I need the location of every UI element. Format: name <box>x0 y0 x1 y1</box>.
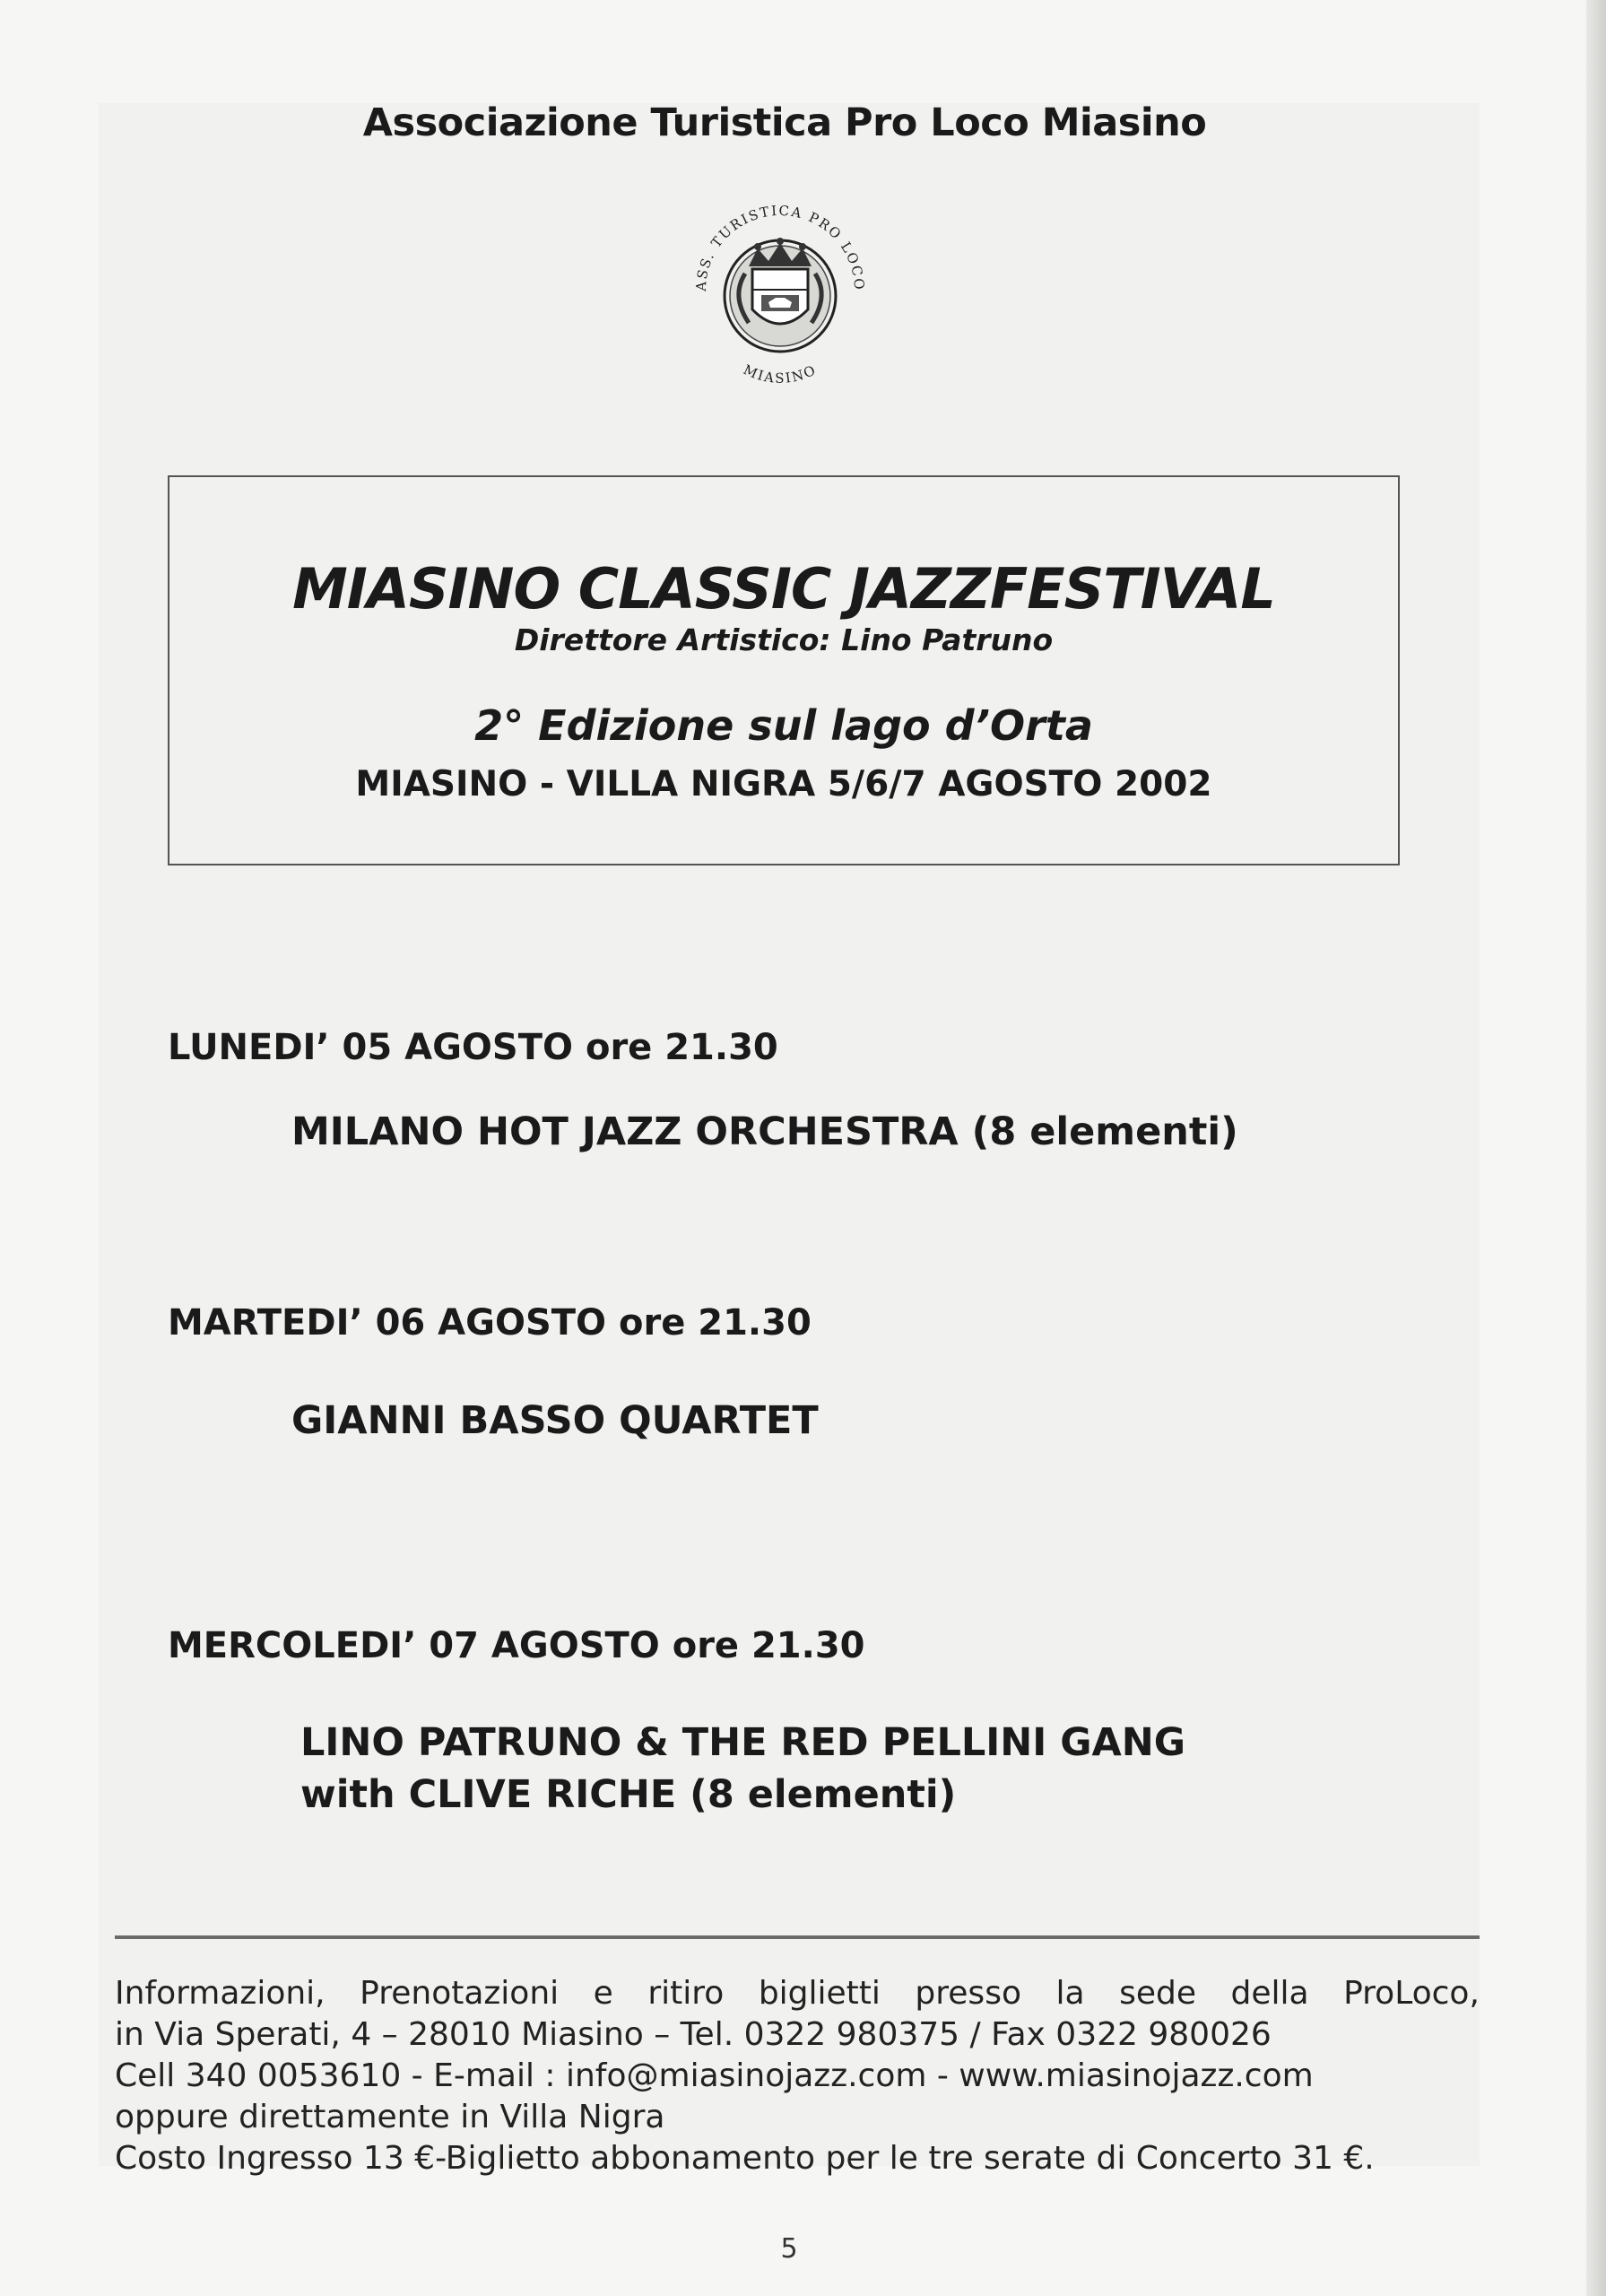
festival-place-date: MIASINO - VILLA NIGRA 5/6/7 AGOSTO 2002 <box>355 764 1212 804</box>
association-name: Associazione Turistica Pro Loco Miasino <box>362 100 1207 145</box>
festival-title: MIASINO CLASSIC JAZZFESTIVAL <box>292 556 1275 622</box>
page-number: 5 <box>780 2233 798 2265</box>
logo-text-top: ASS. TURISTICA PRO LOCO <box>692 202 868 292</box>
concert-date-3: MERCOLEDI’ 07 AGOSTO ore 21.30 <box>168 1625 865 1666</box>
festival-box <box>168 475 1400 865</box>
concert-date-2: MARTEDI’ 06 AGOSTO ore 21.30 <box>168 1302 812 1344</box>
footer-divider <box>115 1935 1480 1939</box>
info-line-1: Informazioni, Prenotazioni e ritiro biglietti presso la sede della ProLoco, <box>115 1975 1480 2012</box>
info-line-3: Cell 340 0053610 - E-mail : info@miasinojazz.com - www.miasinojazz.com <box>115 2057 1314 2094</box>
concert-band-2: GIANNI BASSO QUARTET <box>291 1398 819 1443</box>
pro-loco-seal-icon <box>686 184 874 395</box>
binding-crease <box>1586 0 1606 2296</box>
info-line-5: Costo Ingresso 13 €-Biglietto abbonamento per le tre serate di Concerto 31 €. <box>115 2140 1375 2177</box>
info-line-4: oppure direttamente in Villa Nigra <box>115 2099 665 2135</box>
info-line-2: in Via Sperati, 4 – 28010 Miasino – Tel. 0322 980375 / Fax 0322 980026 <box>115 2016 1272 2053</box>
concert-date-1: LUNEDI’ 05 AGOSTO ore 21.30 <box>168 1027 778 1068</box>
logo-text-bottom: MIASINO <box>741 361 820 387</box>
svg-text:MIASINO <box>741 361 820 387</box>
concert-band-3: LINO PATRUNO & THE RED PELLINI GANG <box>300 1720 1186 1765</box>
festival-director: Direttore Artistico: Lino Patruno <box>514 622 1054 657</box>
concert-band-3-guest: with CLIVE RICHE (8 elementi) <box>300 1772 957 1817</box>
festival-edition: 2° Edizione sul lago d’Orta <box>474 701 1093 750</box>
concert-band-1: MILANO HOT JAZZ ORCHESTRA (8 elementi) <box>291 1109 1238 1154</box>
info-block <box>115 1973 1480 2179</box>
